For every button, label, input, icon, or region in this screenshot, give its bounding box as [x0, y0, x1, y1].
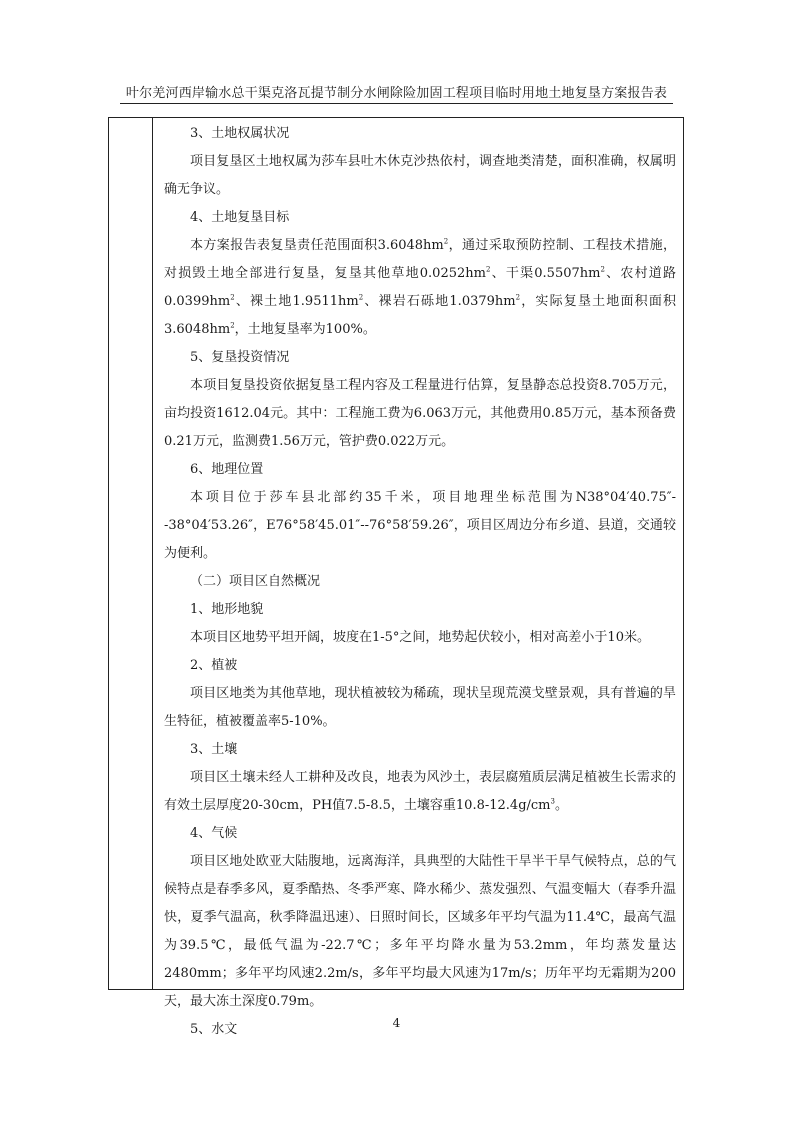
paragraph-location: 本项目位于莎车县北部约35千米，项目地理坐标范围为N38°04′40.75″--38°04′53.26″，E76°58′45.01″--76°58′59.26″，项目区周边分布乡道、县道，交通较为便利。: [164, 490, 676, 561]
paragraph-investment: 本项目复垦投资依据复垦工程内容及工程量进行估算，复垦静态总投资8.705万元，亩均投资1612.04元。其中：工程施工费为6.063万元，其他费用0.85万元，基本预备费0.21万元，监测费1.56万元，管护费0.022万元。: [164, 378, 676, 449]
heading-location: 6、地理位置: [190, 462, 264, 477]
table-column-divider: [152, 117, 153, 990]
heading-terrain: 1、地形地貌: [190, 602, 264, 617]
page-number: 4: [392, 1016, 401, 1030]
header-rule: [120, 103, 673, 104]
heading-reclamation-target: 4、土地复垦目标: [190, 210, 290, 225]
paragraph-soil: 项目区土壤未经人工耕种及改良，地表为风沙土，表层腐殖质层满足植被生长需求的有效土层厚度20-30cm，PH值7.5-8.5，土壤容重$10.8-12.4g/cm^3$。: [164, 770, 676, 813]
paragraph-land-ownership: 项目复垦区土地权属为莎车县吐木休克沙热依村，调查地类清楚，面积准确，权属明确无争议。: [164, 154, 676, 197]
heading-natural-overview: （二）项目区自然概况: [190, 574, 321, 589]
report-header-title: 叶尔羌河西岸输水总干渠克洛瓦提节制分水闸除险加固工程项目临时用地土地复垦方案报告表: [125, 86, 668, 101]
heading-hydrology: 5、水文: [190, 1022, 238, 1037]
heading-investment: 5、复垦投资情况: [190, 350, 290, 365]
report-content: [164, 120, 676, 1044]
paragraph-reclamation-target: 本方案报告表复垦责任范围面积$3.6048hm^2$，通过采取预防控制、工程技术措施，对损毁土地全部进行复垦，复垦其他草地$0.0252hm^2$、干渠$0.5507hm^2$、农村道路$0.0399hm^2$、裸土地$1.9511hm^2$、裸岩石砾地$1.0379hm^2$，实际复垦土地面积面积$3.6048hm^2$，土地复垦率为100%。: [164, 237, 676, 337]
heading-land-ownership: 3、土地权属状况: [190, 126, 290, 141]
paragraph-terrain: 本项目区地势平坦开阔，坡度在1-5°之间，地势起伏较小，相对高差小于10米。: [190, 630, 650, 645]
heading-soil: 3、土壤: [190, 742, 238, 757]
heading-climate: 4、气候: [190, 826, 238, 841]
paragraph-vegetation: 项目区地类为其他草地，现状植被较为稀疏，现状呈现荒漠戈壁景观，具有普遍的旱生特征，植被覆盖率5-10%。: [164, 686, 676, 729]
heading-vegetation: 2、植被: [190, 658, 238, 673]
paragraph-climate: 项目区地处欧亚大陆腹地，远离海洋，具典型的大陆性干旱半干旱气候特点，总的气候特点是春季多风，夏季酷热、冬季严寒、降水稀少、蒸发强烈、气温变幅大（春季升温快，夏季气温高，秋季降温迅速）、日照时间长，区域多年平均气温为11.4℃，最高气温为39.5℃，最低气温为-22.7℃；多年平均降水量为53.2mm，年均蒸发量达2480mm；多年平均风速2.2m/s，多年平均最大风速为17m/s；历年平均无霜期为200天，最大冻土深度0.79m。: [164, 854, 676, 1009]
